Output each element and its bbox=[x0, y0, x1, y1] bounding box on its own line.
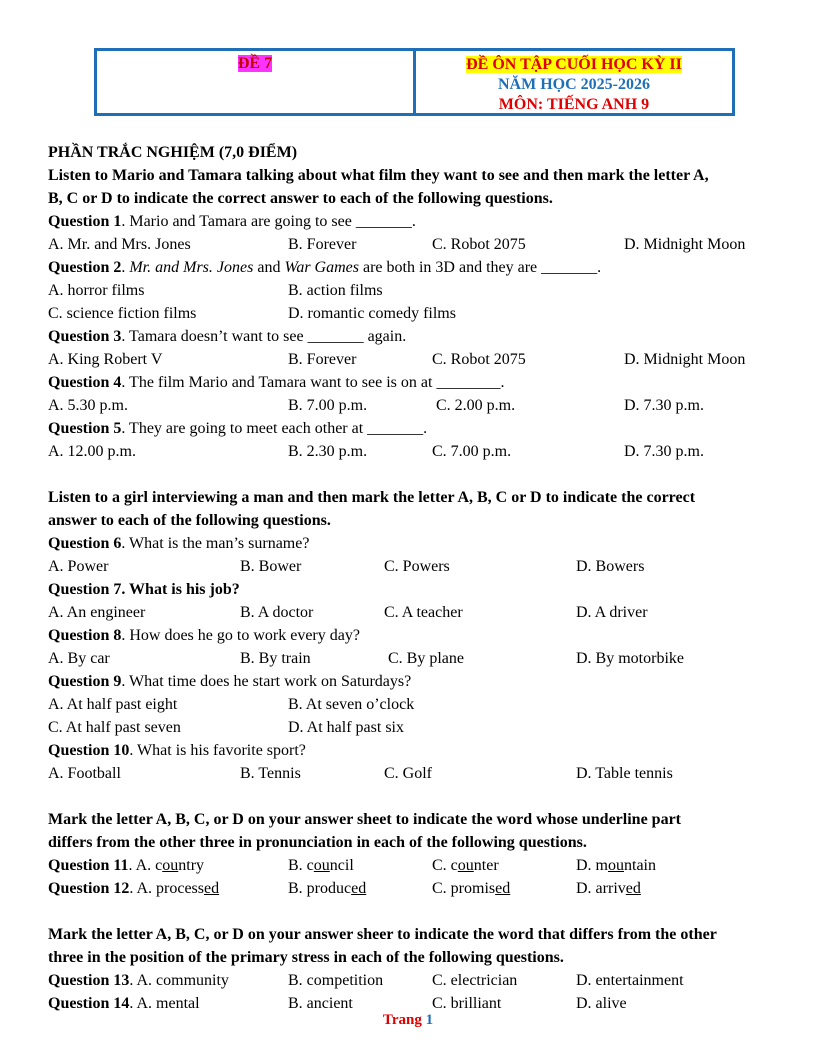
option-a: Question 12. A. processed bbox=[48, 880, 220, 897]
exam-title: ĐỀ ÔN TẬP CUỐI HỌC KỲ II bbox=[466, 56, 682, 73]
question-2-options-ab bbox=[48, 279, 788, 302]
option-c: C. 7.00 p.m. bbox=[432, 443, 512, 460]
part1-instruction-2: B, C or D to indicate the correct answer to each of the following questions. bbox=[48, 190, 553, 207]
option-a: A. horror films bbox=[48, 282, 145, 299]
option-c: C. By plane bbox=[388, 650, 464, 667]
option-d: D. 7.30 p.m. bbox=[624, 397, 704, 414]
option-b: B. At seven o’clock bbox=[288, 696, 415, 713]
option-a: A. Power bbox=[48, 558, 109, 575]
option-b: B. Forever bbox=[288, 351, 357, 368]
part3-instruction-2: differs from the other three in pronunciation in each of the following questions. bbox=[48, 834, 587, 851]
question-4: Question 4. The film Mario and Tamara want to see is on at ________. bbox=[48, 374, 505, 391]
question-9-options-ab bbox=[48, 693, 788, 716]
option-c: C. At half past seven bbox=[48, 719, 181, 736]
option-c: C. brilliant bbox=[432, 995, 502, 1012]
option-c: C. electrician bbox=[432, 972, 518, 989]
option-b: B. action films bbox=[288, 282, 383, 299]
option-d: D. By motorbike bbox=[576, 650, 684, 667]
question-2-options-cd bbox=[48, 302, 788, 325]
option-a: A. By car bbox=[48, 650, 110, 667]
option-a: A. 5.30 p.m. bbox=[48, 397, 128, 414]
option-d: D. Midnight Moon bbox=[624, 351, 746, 368]
question-10-options bbox=[48, 762, 788, 785]
part3-instruction-1: Mark the letter A, B, C, or D on your answer sheet to indicate the word whose underline part bbox=[48, 811, 681, 828]
option-c: C. Robot 2075 bbox=[432, 351, 526, 368]
option-a: Question 11. A. country bbox=[48, 857, 205, 874]
option-d: D. romantic comedy films bbox=[288, 305, 456, 322]
question-5: Question 5. They are going to meet each other at _______. bbox=[48, 420, 428, 437]
question-7-options bbox=[48, 601, 788, 624]
header-box bbox=[94, 48, 735, 116]
option-c: C. Powers bbox=[384, 558, 450, 575]
question-3: Question 3. Tamara doesn’t want to see _______ again. bbox=[48, 328, 407, 345]
question-1: Question 1. Mario and Tamara are going to see _______. bbox=[48, 213, 416, 230]
question-6-options bbox=[48, 555, 788, 578]
question-5-options bbox=[48, 440, 788, 463]
question-4-options bbox=[48, 394, 788, 417]
question-11 bbox=[48, 854, 788, 877]
question-6: Question 6. What is the man’s surname? bbox=[48, 535, 310, 552]
option-b: B. By train bbox=[240, 650, 311, 667]
option-d: D. arrived bbox=[576, 880, 641, 897]
option-b: B. A doctor bbox=[240, 604, 314, 621]
option-b: B. produced bbox=[288, 880, 367, 897]
option-a: Question 14. A. mental bbox=[48, 995, 200, 1012]
option-d: D. A driver bbox=[576, 604, 648, 621]
option-b: B. Forever bbox=[288, 236, 357, 253]
question-9-options-cd bbox=[48, 716, 788, 739]
question-2: Question 2. Mr. and Mrs. Jones and War Games are both in 3D and they are _______. bbox=[48, 259, 602, 276]
option-d: D. At half past six bbox=[288, 719, 404, 736]
page-number: 1 bbox=[425, 1012, 434, 1028]
spacer bbox=[48, 785, 788, 808]
question-1-options bbox=[48, 233, 788, 256]
option-b: B. council bbox=[288, 857, 354, 874]
exam-code-cell bbox=[97, 51, 416, 113]
option-a: A. An engineer bbox=[48, 604, 146, 621]
option-b: B. 7.00 p.m. bbox=[288, 397, 368, 414]
question-9: Question 9. What time does he start work on Saturdays? bbox=[48, 673, 412, 690]
option-c: C. Golf bbox=[384, 765, 432, 782]
option-b: B. competition bbox=[288, 972, 384, 989]
option-a: Question 13. A. community bbox=[48, 972, 229, 989]
option-d: D. alive bbox=[576, 995, 627, 1012]
spacer bbox=[48, 900, 788, 923]
question-10: Question 10. What is his favorite sport? bbox=[48, 742, 306, 759]
option-a: A. Football bbox=[48, 765, 121, 782]
option-b: B. Tennis bbox=[240, 765, 301, 782]
option-c: C. counter bbox=[432, 857, 499, 874]
question-13 bbox=[48, 969, 788, 992]
part1-instruction-1: Listen to Mario and Tamara talking about what film they want to see and then mark the letter A, bbox=[48, 167, 709, 184]
option-c: C. 2.00 p.m. bbox=[436, 397, 516, 414]
section-title: PHẦN TRẮC NGHIỆM (7,0 ĐIỂM) bbox=[48, 144, 298, 161]
option-b: B. ancient bbox=[288, 995, 353, 1012]
option-a: A. At half past eight bbox=[48, 696, 178, 713]
option-d: D. 7.30 p.m. bbox=[624, 443, 704, 460]
exam-code: ĐỀ 7 bbox=[237, 55, 273, 72]
page-footer bbox=[0, 1012, 816, 1029]
question-7: Question 7. What is his job? bbox=[48, 581, 240, 598]
part4-instruction-2: three in the position of the primary stress in each of the following questions. bbox=[48, 949, 564, 966]
option-b: B. Bower bbox=[240, 558, 302, 575]
question-3-options bbox=[48, 348, 788, 371]
spacer bbox=[48, 463, 788, 486]
question-12 bbox=[48, 877, 788, 900]
option-d: D. mountain bbox=[576, 857, 656, 874]
option-d: D. Midnight Moon bbox=[624, 236, 746, 253]
option-d: D. entertainment bbox=[576, 972, 684, 989]
part2-instruction-2: answer to each of the following questions. bbox=[48, 512, 331, 529]
option-a: A. 12.00 p.m. bbox=[48, 443, 136, 460]
school-year: NĂM HỌC 2025-2026 bbox=[498, 76, 650, 93]
subject: MÔN: TIẾNG ANH 9 bbox=[498, 96, 650, 113]
option-c: C. promised bbox=[432, 880, 511, 897]
option-d: D. Bowers bbox=[576, 558, 645, 575]
option-c: C. science fiction films bbox=[48, 305, 197, 322]
page-label: Trang bbox=[382, 1012, 422, 1028]
option-c: C. A teacher bbox=[384, 604, 463, 621]
part2-instruction-1: Listen to a girl interviewing a man and then mark the letter A, B, C or D to indicate the correct bbox=[48, 489, 696, 506]
option-a: A. King Robert V bbox=[48, 351, 163, 368]
exam-content bbox=[48, 141, 788, 1015]
part4-instruction-1: Mark the letter A, B, C, or D on your answer sheer to indicate the word that differs from the other bbox=[48, 926, 717, 943]
question-8: Question 8. How does he go to work every day? bbox=[48, 627, 360, 644]
exam-title-cell bbox=[416, 51, 732, 113]
option-c: C. Robot 2075 bbox=[432, 236, 526, 253]
option-b: B. 2.30 p.m. bbox=[288, 443, 368, 460]
option-a: A. Mr. and Mrs. Jones bbox=[48, 236, 191, 253]
option-d: D. Table tennis bbox=[576, 765, 673, 782]
question-8-options bbox=[48, 647, 788, 670]
